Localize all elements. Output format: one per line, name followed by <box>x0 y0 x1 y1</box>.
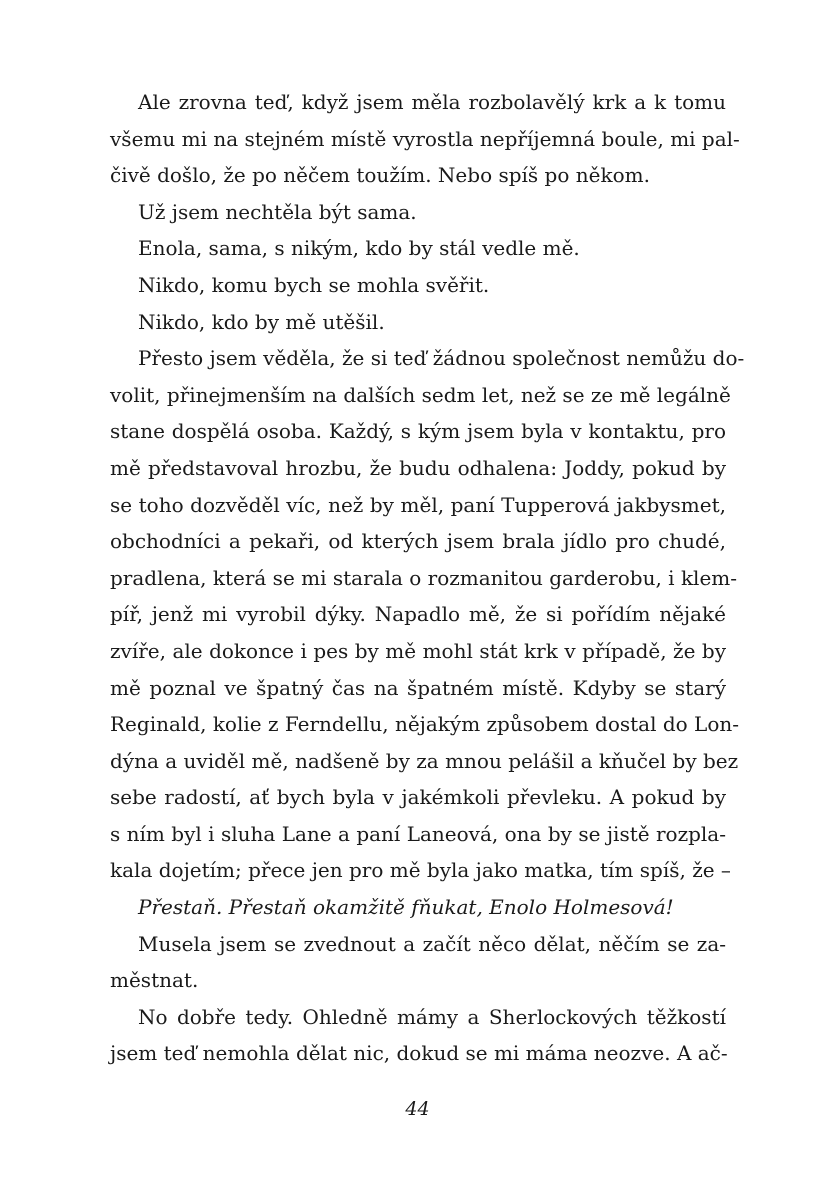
text-line: čivě došlo, že po něčem toužím. Nebo spíš po někom. <box>110 163 650 188</box>
text-line: obchodníci a pekaři, od kterých jsem brala jídlo pro chudé, <box>110 529 726 554</box>
text-line: Enola, sama, s nikým, kdo by stál vedle mě. <box>138 236 580 261</box>
text-line: s ním byl i sluha Lane a paní Laneová, ona by se jistě rozpla- <box>110 821 726 846</box>
text-line: Musela jsem se zvednout a začít něco dělat, něčím se za- <box>138 931 726 956</box>
text-line: mě představoval hrozbu, že budu odhalena: Joddy, pokud by <box>110 455 726 480</box>
text-line: městnat. <box>110 968 199 993</box>
text-line: zvíře, ale dokonce i pes by mě mohl stát krk v případě, že by <box>110 638 726 663</box>
text-line: stane dospělá osoba. Každý, s kým jsem byla v kontaktu, pro <box>110 419 726 444</box>
text-line: Reginald, kolie z Ferndellu, nějakým způsobem dostal do Lon- <box>110 712 739 737</box>
text-line: dýna a uviděl mě, nadšeně by za mnou pelášil a kňučel by bez <box>110 748 739 773</box>
text-line: volit, přinejmenším na dalších sedm let, než se ze mě legálně <box>110 382 731 407</box>
text-line: Ale zrovna teď, když jsem měla rozbolavělý krk a k tomu <box>138 90 726 114</box>
text-line: Už jsem nechtěla být sama. <box>138 199 417 224</box>
text-line: Nikdo, komu bych se mohla svěřit. <box>138 272 490 297</box>
text-line: No dobře tedy. Ohledně mámy a Sherlockových těžkostí <box>138 1004 726 1029</box>
text-line: kala dojetím; přece jen pro mě byla jako matka, tím spíš, že – <box>110 858 731 883</box>
text-line: Nikdo, kdo by mě utěšil. <box>138 309 385 334</box>
text-line: se toho dozvěděl víc, než by měl, paní Tupperová jakbysmet, <box>110 492 726 517</box>
text-line: mě poznal ve špatný čas na špatném místě. Kdyby se starý <box>110 675 726 700</box>
text-line: Přesto jsem věděla, že si teď žádnou společnost nemůžu do- <box>138 346 745 371</box>
text-line: sebe radostí, ať bych byla v jakémkoli převleku. A pokud by <box>110 785 726 810</box>
text-line: pradlena, která se mi starala o rozmanitou garderobu, i klem- <box>110 565 738 590</box>
text-line: jsem teď nemohla dělat nic, dokud se mi máma neozve. A ač- <box>110 1041 728 1066</box>
text-line: píř, jenž mi vyrobil dýky. Napadlo mě, že si pořídím nějaké <box>110 602 726 627</box>
page-number: 44 <box>405 1098 430 1120</box>
text-line: všemu mi na stejném místě vyrostla nepříjemná boule, mi pal- <box>110 126 740 151</box>
body-text <box>110 84 745 1072</box>
italic-text-line: Přestaň. Přestaň okamžitě fňukat, Enolo Holmesová! <box>138 895 674 920</box>
